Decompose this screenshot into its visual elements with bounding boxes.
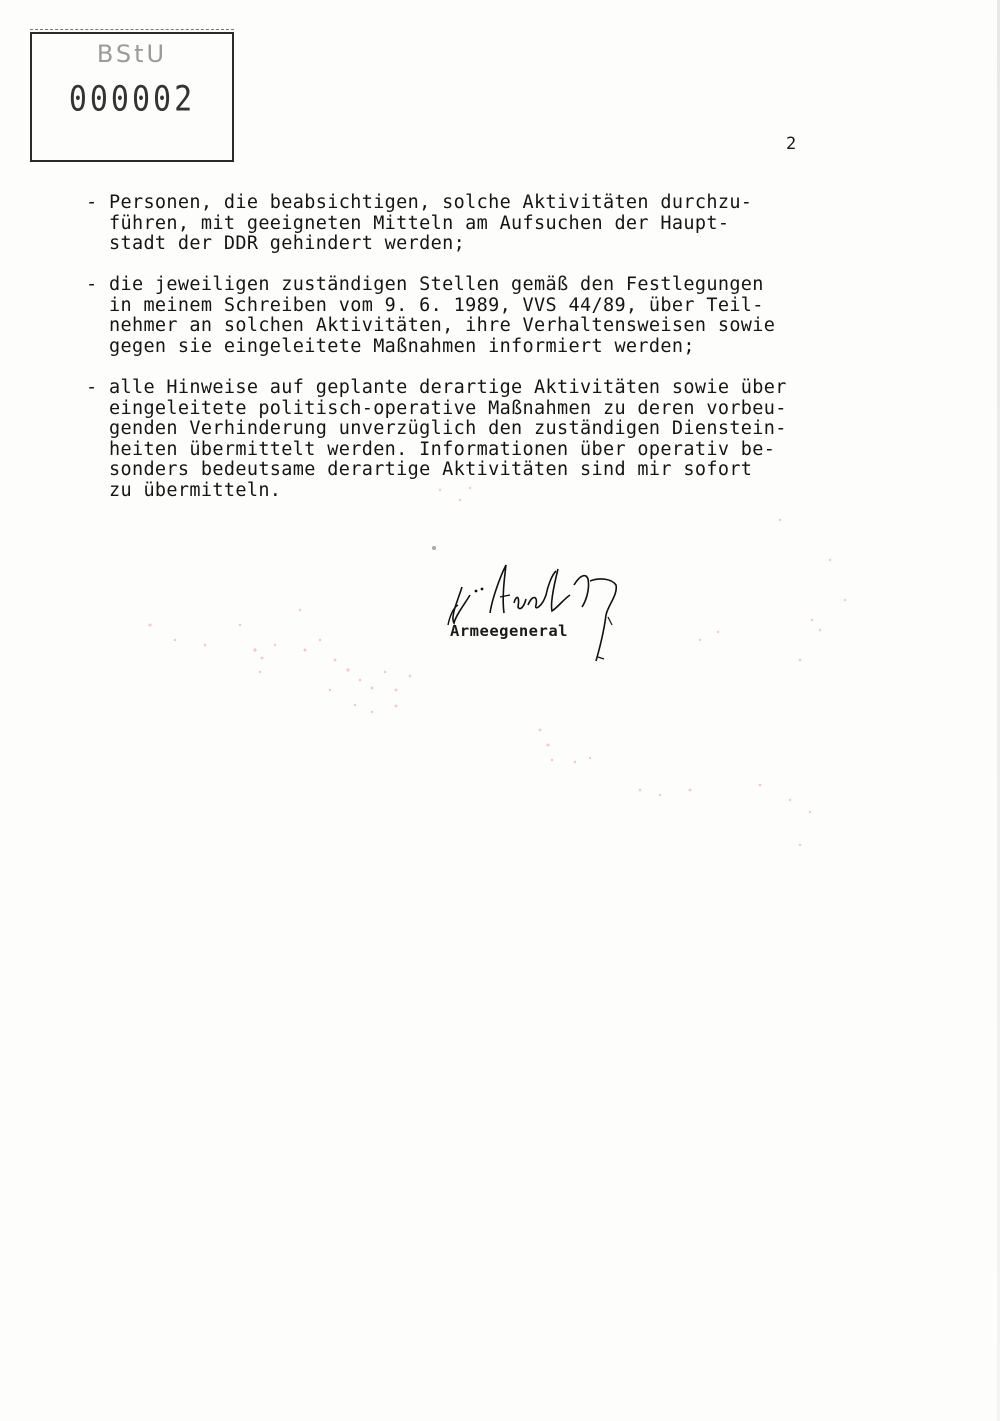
text-line: - die jeweiligen zuständigen Stellen gemäß den Festlegungen	[86, 274, 764, 295]
paragraph-3	[86, 378, 816, 501]
text-line: sonders bedeutsame derartige Aktivitäten sind mir sofort	[86, 459, 753, 480]
page-number: 2	[786, 134, 797, 154]
stamp-number: 000002	[68, 79, 196, 120]
text-line: in meinem Schreiben vom 9. 6. 1989, VVS 44/89, über Teil-	[86, 294, 764, 316]
text-line: eingeleitete politisch-operative Maßnahmen zu deren vorbeu-	[86, 397, 787, 419]
archive-stamp	[30, 32, 234, 162]
text-line: - Personen, die beabsichtigen, solche Aktivitäten durchzu-	[86, 192, 753, 213]
text-line: heiten übermittelt werden. Informationen über operativ be-	[86, 438, 776, 460]
text-line: zu übermitteln.	[86, 479, 282, 501]
paragraph-2	[86, 275, 816, 357]
signer-title: Armeegeneral	[450, 622, 568, 640]
paragraph-1	[86, 193, 816, 255]
text-line: gegen sie eingeleitete Maßnahmen informiert werden;	[86, 335, 695, 357]
text-line: nehmer an solchen Aktivitäten, ihre Verhaltensweisen sowie	[86, 315, 776, 336]
text-line: stadt der DDR gehindert werden;	[86, 233, 466, 254]
text-line: - alle Hinweise auf geplante derartige Aktivitäten sowie über	[86, 377, 787, 398]
handwritten-signature	[440, 555, 680, 675]
text-line: führen, mit geeigneten Mitteln am Aufsuchen der Haupt-	[86, 212, 730, 234]
stamp-organization: BStU	[96, 40, 168, 68]
text-line: genden Verhinderung unverzüglich den zuständigen Dienstein-	[86, 418, 787, 439]
